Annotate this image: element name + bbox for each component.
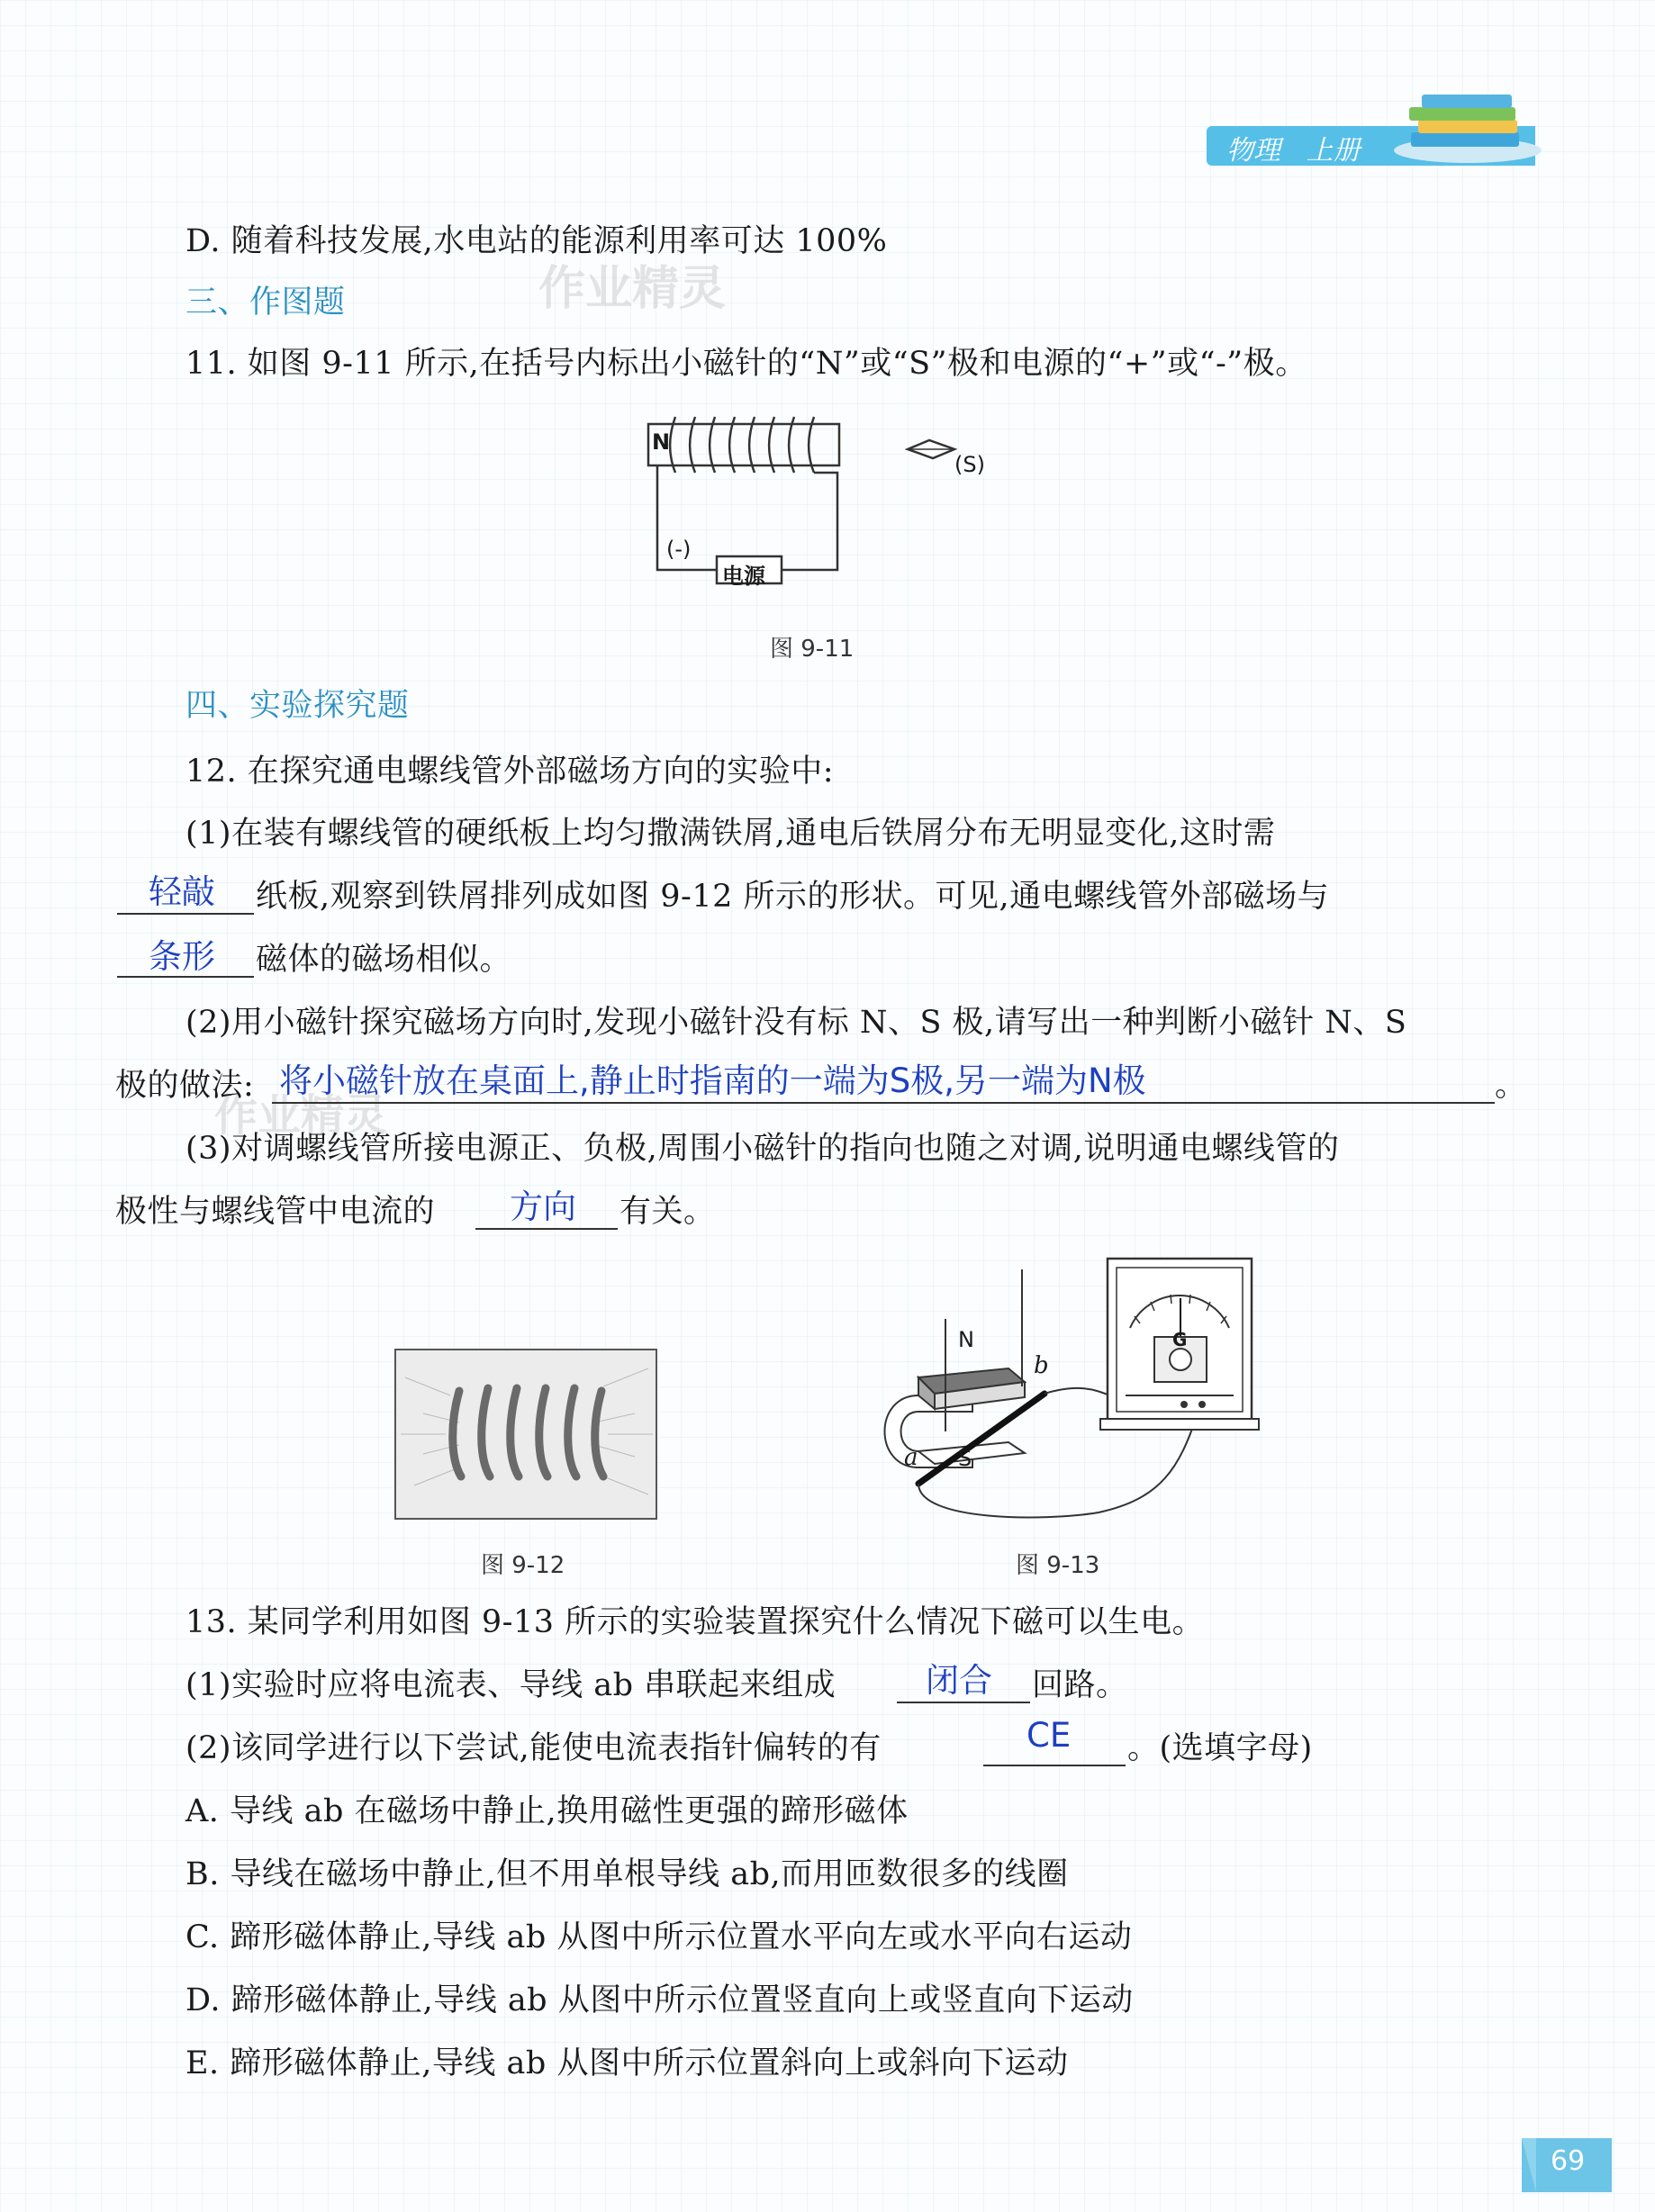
q12-p1-line1: (1)在装有螺线管的硬纸板上均匀撒满铁屑,通电后铁屑分布无明显变化,这时需 [185,816,1276,852]
q13-option-c: C. 蹄形磁体静止,导线 ab 从图中所示位置水平向左或水平向右运动 [185,1919,1133,1955]
fig913-a-label: a [904,1444,918,1471]
figure-9-13 [864,1251,1261,1521]
q12-p2-end: 。 [1495,1068,1527,1104]
q12-p1-line2: 纸板,观察到铁屑排列成如图 9-12 所示的形状。可见,通电螺线管外部磁场与 [256,879,1330,915]
page-corner-fold [1509,2138,1536,2192]
answer-blank [475,1228,618,1230]
section-heading-drawing: 三、作图题 [185,284,346,321]
fig913-n-label: N [958,1327,974,1352]
q13-option-b: B. 导线在磁场中静止,但不用单根导线 ab,而用匝数很多的线圈 [185,1856,1069,1892]
q12-p3-line1: (3)对调螺线管所接电源正、负极,周围小磁针的指向也随之对调,说明通电螺线管的 [185,1131,1340,1167]
page-number: 69 [1551,2145,1586,2177]
fig913-b-label: b [1034,1352,1049,1379]
q13-stem: 13. 某同学利用如图 9-13 所示的实验装置探究什么情况下磁可以生电。 [185,1604,1205,1640]
q12-p2-prefix: 极的做法: [115,1068,255,1104]
q13-p1-suffix: 回路。 [1032,1667,1128,1703]
coil-iron-filings-image [396,1350,656,1518]
q11-stem: 11. 如图 9-11 所示,在括号内标出小磁针的“N”或“S”极和电源的“+”或“-”极。 [185,346,1307,382]
q13-p2-suffix: 。(选填字母) [1127,1730,1313,1766]
figure-9-12 [394,1349,657,1520]
fig911-source-sign: (-) [666,537,692,562]
q12-answer-1: 轻敲 [149,872,215,911]
q12-stem: 12. 在探究通电螺线管外部磁场方向的实验中: [185,754,835,790]
q13-answer-1: 闭合 [926,1661,992,1700]
section-heading-experiment: 四、实验探究题 [185,688,410,724]
header-subject: 物理 上册 [1226,135,1361,167]
q10-option-d: D. 随着科技发展,水电站的能源利用率可达 100% [185,223,888,259]
q12-p3-prefix: 极性与螺线管中电流的 [115,1194,436,1230]
q12-answer-3: 将小磁针放在桌面上,静止时指南的一端为S极,另一端为N极 [279,1061,1146,1100]
fig913-caption: 图 9-13 [1016,1552,1100,1579]
fig911-n-label: N [652,429,671,455]
fig911-source-label: 电源 [722,564,765,589]
watermark: 作业精灵 [538,262,727,316]
q12-answer-4: 方向 [510,1187,576,1226]
q13-p2-prefix: (2)该同学进行以下尝试,能使电流表指针偏转的有 [185,1730,882,1766]
answer-blank [897,1702,1030,1703]
q13-option-d: D. 蹄形磁体静止,导线 ab 从图中所示位置竖直向上或竖直向下运动 [185,1982,1134,2018]
q12-p1-line3: 磁体的磁场相似。 [256,942,512,978]
q12-answer-2: 条形 [149,937,215,976]
figure-9-11 [630,410,1017,590]
fig911-caption: 图 9-11 [770,636,855,663]
answer-blank [272,1102,1495,1104]
fig913-g-label: G [1172,1329,1188,1350]
q13-answer-2: CE [1026,1716,1072,1755]
fig912-caption: 图 9-12 [481,1552,565,1579]
q12-p3-suffix: 有关。 [619,1194,716,1230]
answer-blank [983,1765,1126,1766]
q13-p1-prefix: (1)实验时应将电流表、导线 ab 串联起来组成 [185,1667,837,1703]
fig913-s-label: S [958,1446,972,1471]
books-icon [1391,86,1544,167]
watermark: 作业精灵 [214,1090,388,1141]
fig911-needle-label: (S) [954,452,985,477]
answer-blank [117,913,254,915]
q13-option-a: A. 导线 ab 在磁场中静止,换用磁性更强的蹄形磁体 [185,1793,909,1829]
q13-option-e: E. 蹄形磁体静止,导线 ab 从图中所示位置斜向上或斜向下运动 [185,2045,1069,2081]
q12-p2-line1: (2)用小磁针探究磁场方向时,发现小磁针没有标 N、S 极,请写出一种判断小磁针 N、S [185,1005,1407,1041]
